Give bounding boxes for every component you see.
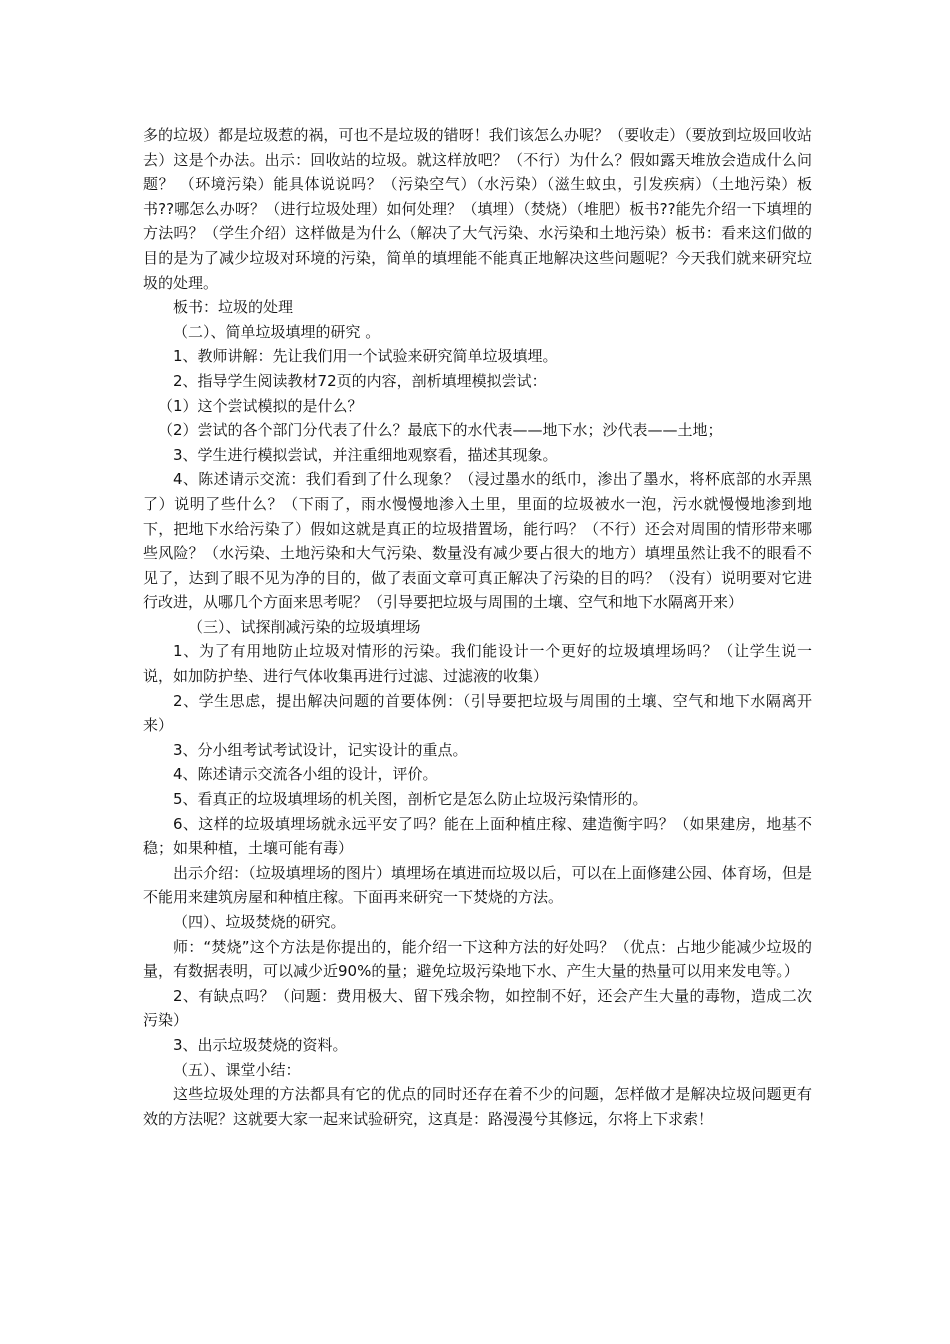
- paragraph: 1、教师讲解：先让我们用一个试验来研究简单垃圾填埋。: [173, 347, 558, 366]
- paragraph: （五）、课堂小结：: [173, 1060, 301, 1079]
- paragraph: 1、为了有用地防止垃圾对情形的污染。我们能设计一个更好的垃圾填埋场吗？（让学生说一说，如加防护垫、进行气体收集再进行过滤、过滤液的收集）: [143, 642, 812, 686]
- paragraph: 5、看真正的垃圾填埋场的机关图，剖析它是怎么防止垃圾污染情形的。: [173, 790, 648, 809]
- paragraph: 2、学生思虑，提出解决问题的首要体例：（引导要把垃圾与周围的土壤、空气和地下水隔离开来）: [143, 691, 812, 735]
- paragraph: （三）、试探削减污染的垃圾填埋场: [188, 617, 421, 636]
- paragraph: （四）、垃圾焚烧的研究。: [173, 913, 346, 931]
- paragraph: 师：“焚烧”这个方法是你提出的，能介绍一下这种方法的好处吗？（优点：占地少能减少垃圾的量，有数据表明，可以减少近90%的量；避免垃圾污染地下水、产生大量的热量可以用来发电等。）: [143, 937, 812, 981]
- paragraph: 这些垃圾处理的方法都具有它的优点的同时还存在着不少的问题，怎样做才是解决垃圾问题更有效的方法呢？这就要大家一起来试验研究，这真是：路漫漫兮其修远，尔将上下求索！: [143, 1085, 812, 1128]
- paragraph: （2）尝试的各个部门分代表了什么？最底下的水代表——地下水；沙代表——土地；: [158, 421, 723, 440]
- paragraph: 2、指导学生阅读教材72页的内容，剖析填埋模拟尝试：: [173, 371, 547, 390]
- paragraph: 多的垃圾）都是垃圾惹的祸，可也不是垃圾的错呀！我们该怎么办呢？（要收走）（要放到垃圾回收站去）这是个办法。出示：回收站的垃圾。就这样放吧？（不行）为什么？假如露天堆放会造成什么问题？ （环境污染）能具体说说吗？（污染空气）（水污染）（滋生蚊虫，引发疾病）（土地污染）板书??哪怎么办呀？（进行垃圾处理）如何处理？（填埋）（焚烧）（堆肥）板书??能先介绍一下填埋的方法吗？（学生介绍）这样做是为什么（解决了大气污染、水污染和土地污染）板书：看来这们做的目的是为了减少垃圾对环境的污染，简单的填埋能不能真正地解决这些问题呢？今天我们就来研究垃圾的处理。: [143, 126, 812, 292]
- paragraph: （1）这个尝试模拟的是什么？: [158, 396, 363, 415]
- paragraph: 2、有缺点吗？（问题：费用极大、留下残余物，如控制不好，还会产生大量的毒物，造成二次污染）: [143, 986, 812, 1030]
- paragraph: 出示介绍：（垃圾填埋场的图片）填埋场在填进而垃圾以后，可以在上面修建公园、体育场，但是不能用来建筑房屋和种植庄稼。下面再来研究一下焚烧的方法。: [143, 863, 812, 907]
- paragraph: 3、出示垃圾焚烧的资料。: [173, 1035, 348, 1054]
- paragraph: （二）、简单垃圾填埋的研究 。: [173, 322, 381, 341]
- paragraph: 4、陈述请示交流各小组的设计，评价。: [173, 765, 438, 784]
- paragraph: 板书：垃圾的处理: [173, 298, 294, 317]
- paragraph: 6、这样的垃圾填埋场就永远平安了吗？能在上面种植庄稼、建造衡宇吗？（如果建房，地基不稳；如果种植，土壤可能有毒）: [143, 814, 812, 858]
- paragraph: 3、学生进行模拟尝试，并注重细地观察看，描述其现象。: [173, 445, 558, 464]
- document-body: [143, 123, 812, 1131]
- paragraph: 4、陈述请示交流：我们看到了什么现象？（浸过墨水的纸巾，渗出了墨水，将杯底部的水弄黑了）说明了些什么？（下雨了，雨水慢慢地渗入土里，里面的垃圾被水一泡，污水就慢慢地渗到地下，把地下水给污染了）假如这就是真正的垃圾措置场，能行吗？（不行）还会对周围的情形带来哪些风险？（水污染、土地污染和大气污染、数量没有减少要占很大的地方）填埋虽然让我不的眼看不见了，达到了眼不见为净的目的，做了表面文章可真正解决了污染的目的吗？（没有）说明要对它进行改进，从哪几个方面来思考呢？（引导要把垃圾与周围的土壤、空气和地下水隔离开来）: [143, 470, 812, 612]
- paragraph: 3、分小组考试考试设计，记实设计的重点。: [173, 740, 468, 759]
